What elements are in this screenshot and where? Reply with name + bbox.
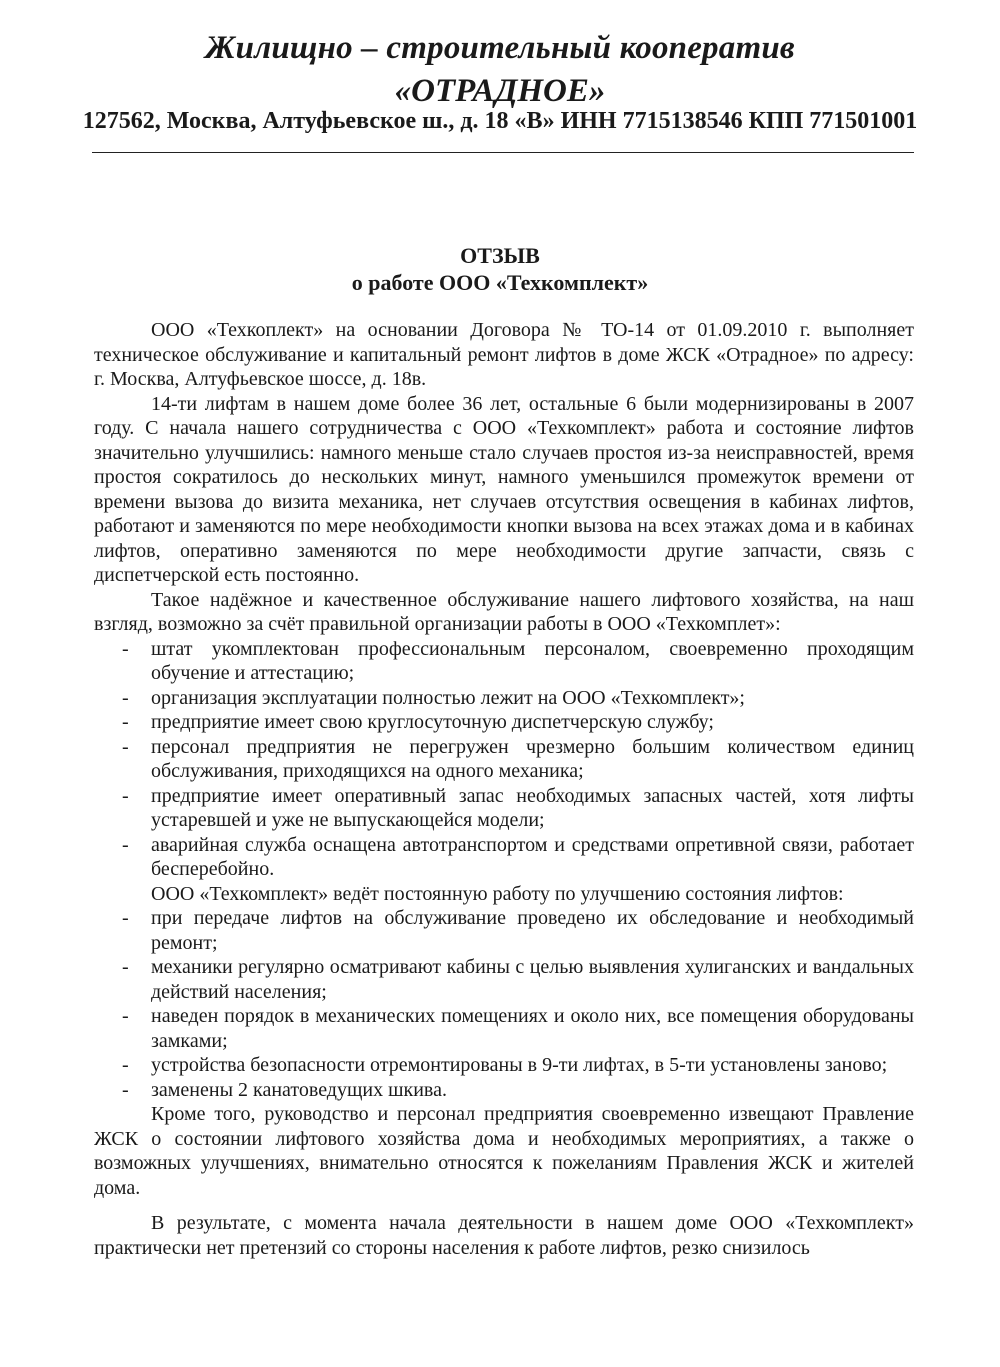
list-item: - заменены 2 канатоведущих шкива. — [94, 1078, 914, 1103]
list-item: - устройства безопасности отремонтированы в 9-ти лифтах, в 5-ти установлены заново; — [94, 1053, 914, 1078]
list-item: - организация эксплуатации полностью лежит на ООО «Техкомплект»; — [94, 686, 914, 711]
letterhead-divider — [92, 152, 914, 153]
paragraph-lift-status: 14-ти лифтам в нашем доме более 36 лет, остальные 6 были модернизированы в 2007 году. С начала нашего сотрудничества с ООО «Техкомплект» работа и состояние лифтов значительно улучшились: намного меньше стало случаев простоя из-за неисправностей, время простоя сократилось до нескольких минут, намного уменьшился промежуток времени от времени вызова до визита механика, нет случаев отсутствия освещения в кабинах лифтов, работают и заменяются по мере необходимости кнопки вызова на всех этажах дома и в кабинах лифтов, оперативно заменяются по мере необходимости другие запчасти, связь с диспетчерской есть постоянно. — [94, 392, 914, 586]
paragraph-improvements-intro: ООО «Техкомплект» ведёт постоянную работу по улучшению состояния лифтов: — [151, 882, 844, 905]
improvement-list — [94, 906, 914, 1102]
list-item: - предприятие имеет свою круглосуточную диспетчерскую службу; — [94, 710, 914, 735]
list-item: - аварийная служба оснащена автотранспортом и средствами опретивной связи, работает бесперебойно. — [94, 833, 914, 882]
list-item: - предприятие имеет оперативный запас необходимых запасных частей, хотя лифты устаревшей и уже не выпускающейся модели; — [94, 784, 914, 833]
list-item: - штат укомплектован профессиональным персоналом, своевременно проходящим обучение и аттестацию; — [94, 637, 914, 686]
list-item: - механики регулярно осматривают кабины с целью выявления хулиганских и вандальных действий населения; — [94, 955, 914, 1004]
document-title: ОТЗЫВ — [460, 243, 540, 268]
list-item: - при передаче лифтов на обслуживание проведено их обследование и необходимый ремонт; — [94, 906, 914, 955]
organization-short-name: «ОТРАДНОЕ» — [394, 73, 606, 109]
document-body — [94, 318, 914, 1260]
organization-name: Жилищно – строительный кооператив — [205, 30, 795, 66]
organization-list — [94, 637, 914, 882]
paragraph-organization-intro: Такое надёжное и качественное обслуживание нашего лифтового хозяйства, на наш взгляд, возможно за счёт правильной организации работы в ООО «Техкомплет»: — [94, 588, 914, 635]
document-subtitle: о работе ООО «Техкомплект» — [351, 270, 649, 295]
list-item: - наведен порядок в механических помещениях и около них, все помещения оборудованы замками; — [94, 1004, 914, 1053]
paragraph-result: В результате, с момента начала деятельности в нашем доме ООО «Техкомплект» практически нет претензий со стороны населения к работе лифтов, резко снизилось — [94, 1212, 914, 1259]
paragraph-management: Кроме того, руководство и персонал предприятия своевременно извещают Правление ЖСК о состоянии лифтового хозяйства дома и необходимых мероприятиях, а также о возможных улучшениях, внимательно относятся к пожеланиям Правления ЖСК и жителей дома. — [94, 1103, 914, 1199]
paragraph-contract: ООО «Техкоплект» на основании Договора № ТО-14 от 01.09.2010 г. выполняет техническое обслуживание и капитальный ремонт лифтов в доме ЖСК «Отрадное» по адресу: г. Москва, Алтуфьевское шоссе, д. 18в. — [94, 319, 914, 390]
list-item: - персонал предприятия не перегружен чрезмерно большим количеством единиц обслуживания, приходящихся на одного механика; — [94, 735, 914, 784]
organization-address: 127562, Москва, Алтуфьевское ш., д. 18 «В» ИНН 7715138546 КПП 771501001 — [82, 108, 918, 134]
